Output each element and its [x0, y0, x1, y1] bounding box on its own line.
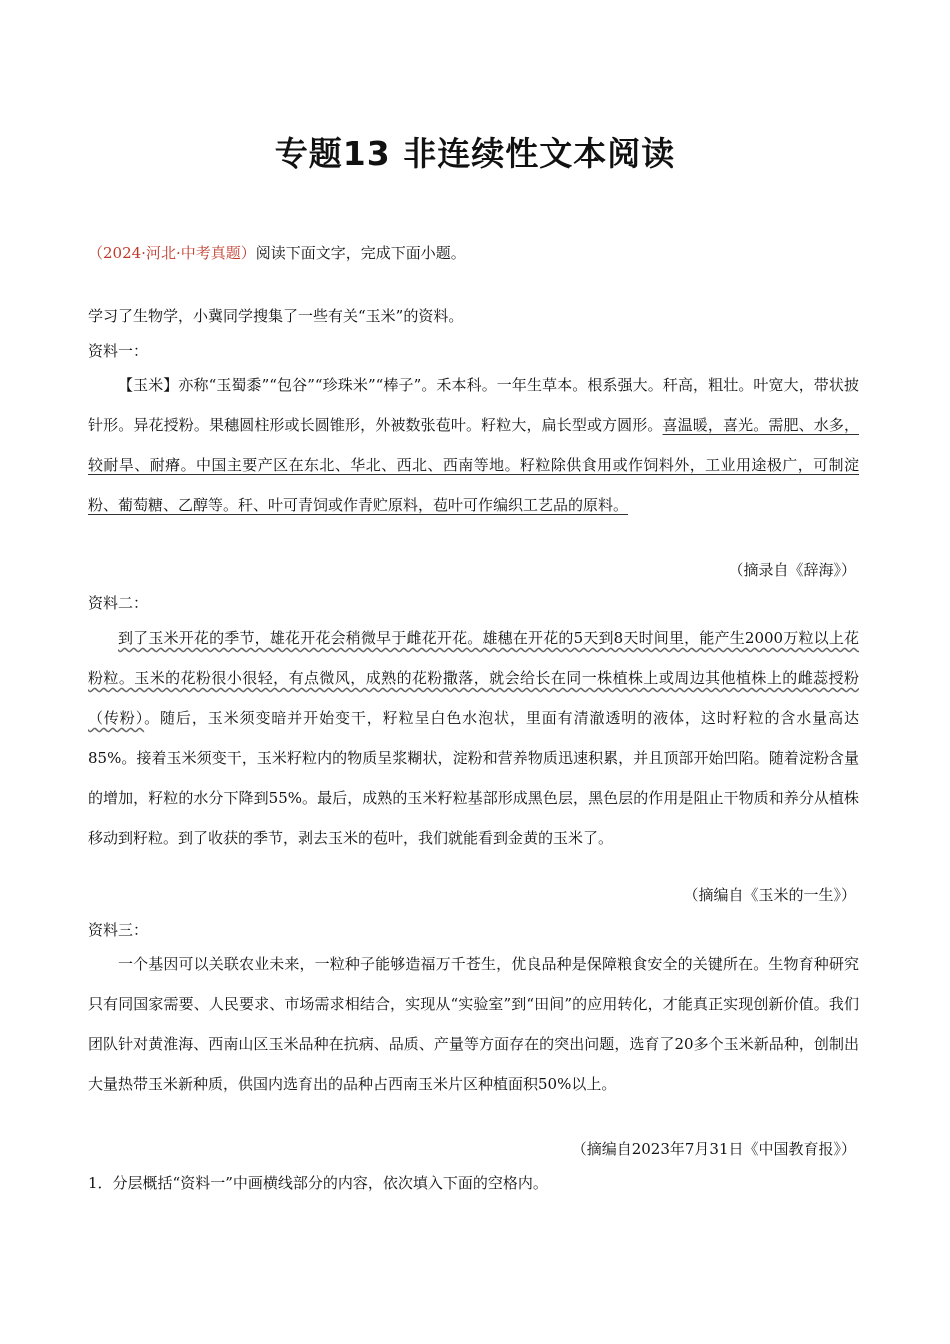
instruction-text: 阅读下面文字，完成下面小题。	[255, 244, 466, 262]
material1-label: 资料一：	[88, 342, 149, 360]
material3-source: （摘编自2023年7月31日《中国教育报》）	[571, 1140, 856, 1158]
material3-paragraph: 一个基因可以关联农业未来，一粒种子能够造福万千苍生，优良品种是保障粮食安全的关键所在。生物育种研究只有同国家需要、人民要求、市场需求相结合，实现从“实验室”到“田间”的应用转化，才能真正实现创新价值。我们团队针对黄淮海、西南山区玉米品种在抗病、品质、产量等方面存在的突出问题，选育了20多个玉米新品种，创制出大量热带玉米新种质，供国内选育出的品种占西南玉米片区种植面积50%以上。	[88, 955, 859, 1093]
material1-paragraph	[88, 365, 859, 525]
question-1: 1．分层概括“资料一”中画横线部分的内容，依次填入下面的空格内。	[88, 1174, 548, 1192]
material3-label: 资料三：	[88, 921, 149, 939]
material2-label: 资料二：	[88, 594, 149, 612]
lead-sentence: 学习了生物学，小冀同学搜集了一些有关“玉米”的资料。	[88, 307, 464, 325]
material2-text: 。随后，玉米须变暗并开始变干，籽粒呈白色水泡状，里面有清澈透明的液体，这时籽粒的含水量高达85%。接着玉米须变干，玉米籽粒内的物质呈浆糊状，淀粉和营养物质迅速积累，并且顶部开始凹陷。随着淀粉含量的增加，籽粒的水分下降到55%。最后，成熟的玉米籽粒基部形成黑色层，黑色层的作用是阻止干物质和养分从植株移动到籽粒。到了收获的季节，剥去玉米的苞叶，我们就能看到金黄的玉米了。	[88, 709, 859, 847]
material2-wavy-text: 到了玉米开花的季节，雄花开花会稍微早于雌花开花。雄穗在开花的5天到8天时间里，能产生2000万粒以上花粉粒。玉米的花粉很小很轻，有点微风，成熟的花粉撒落，就会给长在同一株植株上或周边其他植株上的雌蕊授粉（传粉）	[88, 629, 859, 727]
material1-underlined-text: 喜温暖，喜光。需肥、水多，较耐旱、耐瘠。中国主要产区在东北、华北、西北、西南等地。籽粒除供食用或作饲料外，工业用途极广，可制淀粉、葡萄糖、乙醇等。秆、叶可青饲或作青贮原料，苞叶可作编织工艺品的原料。	[88, 416, 859, 514]
page-title: 专题13 非连续性文本阅读	[274, 134, 676, 173]
question-intro	[88, 243, 466, 263]
material2-paragraph	[88, 618, 859, 858]
material1-text: 【玉米】亦称“玉蜀黍”“包谷”“珍珠米”“棒子”。禾本科。一年生草本。根系强大。秆高，粗壮。叶宽大，带状披针形。异花授粉。果穗圆柱形或长圆锥形，外被数张苞叶。籽粒大，扁长型或方圆形。	[88, 376, 859, 434]
material2-source: （摘编自《玉米的一生》）	[683, 886, 856, 904]
source-tag: （2024·河北·中考真题）	[88, 244, 256, 262]
material1-source: （摘录自《辞海》）	[728, 561, 856, 579]
